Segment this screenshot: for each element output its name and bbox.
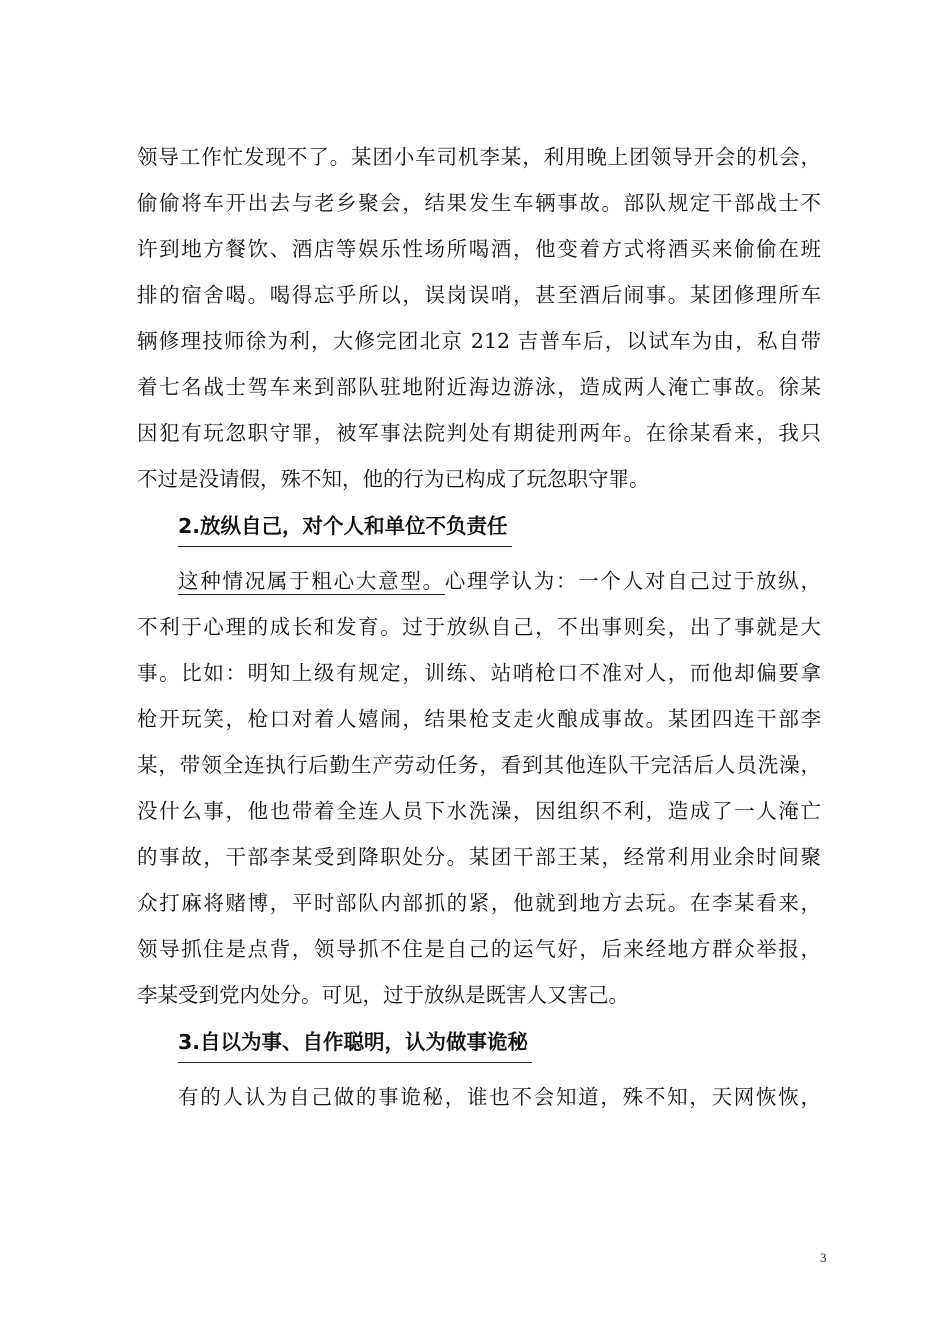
page-content xyxy=(137,134,821,1120)
section-heading-3 xyxy=(137,1018,821,1074)
paragraph-line: 着七名战士驾车来到部队驻地附近海边游泳，造成两人淹亡事故。徐某 xyxy=(137,375,821,399)
section-heading-text: 3.自以为事、自作聪明，认为做事诡秘 xyxy=(178,1022,532,1063)
paragraph-line: 某，带领全连执行后勤生产劳动任务，看到其他连队干完活后人员洗澡， xyxy=(137,753,821,777)
paragraph-line: 不利于心理的成长和发育。过于放纵自己，不出事则矣，出了事就是大 xyxy=(137,615,821,639)
page-number: 3 xyxy=(820,1250,827,1265)
paragraph-line: 李某受到党内处分。可见，过于放纵是既害人又害己。 xyxy=(137,983,629,1007)
paragraph-line: 排的宿舍喝。喝得忘乎所以，误岗误哨，甚至酒后闹事。某团修理所车 xyxy=(137,283,821,307)
paragraph-line: 有的人认为自己做的事诡秘，谁也不会知道，殊不知，天网恢恢， xyxy=(178,1085,821,1109)
paragraph-line: 枪开玩笑，枪口对着人嬉闹，结果枪支走火酿成事故。某团四连干部李 xyxy=(137,707,821,731)
paragraph-line: 没什么事，他也带着全连人员下水洗澡，因组织不利，造成了一人淹亡 xyxy=(137,799,821,823)
paragraph-line: 许到地方餐饮、酒店等娱乐性场所喝酒，他变着方式将酒买来偷偷在班 xyxy=(137,237,821,261)
paragraph-text: 心理学认为：一个人对自己过于放纵， xyxy=(444,569,822,593)
paragraph-line: 领导工作忙发现不了。某团小车司机李某，利用晚上团领导开会的机会， xyxy=(137,145,821,169)
underlined-phrase: 这种情况属于粗心大意型。 xyxy=(178,569,445,593)
section-heading-2 xyxy=(137,502,821,558)
paragraph-line: 偷偷将车开出去与老乡聚会，结果发生车辆事故。部队规定干部战士不 xyxy=(137,191,821,215)
paragraph-line: 辆修理技师徐为利，大修完团北京 212 吉普车后，以试车为由，私自带 xyxy=(137,329,821,353)
paragraph-line: 不过是没请假，殊不知，他的行为已构成了玩忽职守罪。 xyxy=(137,467,650,491)
paragraph-line: 众打麻将赌博，平时部队内部抓的紧，他就到地方去玩。在李某看来， xyxy=(137,891,821,915)
section-heading-text: 2.放纵自己，对个人和单位不负责任 xyxy=(178,506,512,547)
paragraph-line: 领导抓住是点背，领导抓不住是自己的运气好，后来经地方群众举报， xyxy=(137,937,821,961)
paragraph-line: 事。比如：明知上级有规定，训练、站哨枪口不准对人，而他却偏要拿 xyxy=(137,661,821,685)
paragraph-line: 的事故，干部李某受到降职处分。某团干部王某，经常利用业余时间聚 xyxy=(137,845,821,869)
paragraph-line: 因犯有玩忽职守罪，被军事法院判处有期徒刑两年。在徐某看来，我只 xyxy=(137,421,821,445)
paragraph-line xyxy=(137,558,821,604)
